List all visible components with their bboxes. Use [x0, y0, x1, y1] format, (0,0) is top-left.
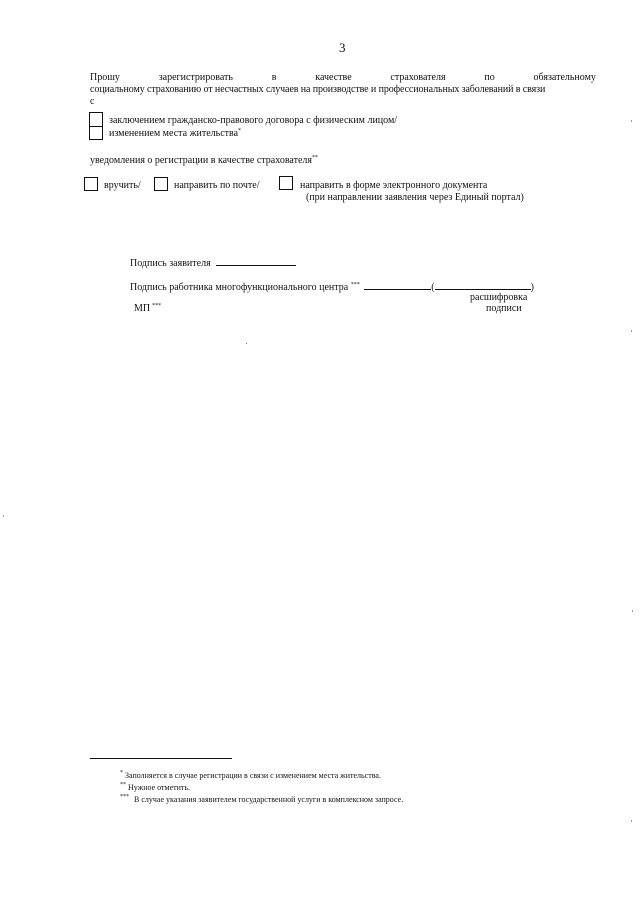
applicant-signature-label: Подпись заявителя	[130, 258, 211, 269]
scan-speck	[246, 343, 247, 344]
request-word: обязательному	[533, 72, 596, 83]
request-word: Прошу	[90, 72, 120, 83]
request-line-1	[90, 72, 596, 84]
footnote-mark: ***	[120, 794, 129, 800]
scan-edge-mark	[3, 515, 4, 517]
footnote-separator	[90, 758, 232, 759]
page-number: 3	[339, 40, 346, 55]
footnote-mark: **	[120, 782, 126, 788]
request-word: в	[271, 72, 277, 83]
applicant-signature-line[interactable]	[216, 255, 296, 266]
request-word: страхователя	[390, 72, 446, 83]
footnote-mark: **	[312, 155, 318, 161]
request-word: по	[484, 72, 495, 83]
stamp-label: МП ***	[134, 303, 162, 314]
close-paren: )	[530, 282, 534, 293]
deliver-label: вручить/	[104, 180, 141, 191]
worker-decoding-line[interactable]	[435, 279, 531, 290]
option-checkbox-contract[interactable]	[89, 112, 103, 127]
footnote-3	[120, 794, 403, 807]
footnote-mark: *	[238, 128, 242, 134]
option-checkbox-residence[interactable]	[89, 126, 103, 140]
decoding-caption-2: подписи	[486, 303, 522, 314]
mail-label: направить по почте/	[174, 180, 260, 191]
option-residence-label: изменением места жительства*	[109, 128, 242, 139]
decoding-caption-1: расшифровка	[470, 292, 528, 303]
worker-signature-label: Подпись работника многофункционального центра	[130, 282, 349, 293]
mail-checkbox[interactable]	[154, 177, 168, 191]
request-line-3: с	[90, 96, 95, 107]
worker-signature-line[interactable]	[364, 279, 431, 290]
open-paren: (	[431, 282, 435, 293]
request-line-2: социальному страхованию от несчастных случаев на производстве и профессиональных заболеваний в связи	[90, 84, 546, 95]
request-word: качестве	[315, 72, 352, 83]
scan-edge-mark	[631, 120, 632, 122]
notification-heading: уведомления о регистрации в качестве страхователя**	[90, 155, 318, 166]
scan-edge-mark	[631, 820, 632, 822]
footnote-mark: ***	[350, 282, 360, 288]
footnote-mark: *	[120, 770, 123, 776]
electronic-checkbox[interactable]	[279, 176, 293, 190]
electronic-label: направить в форме электронного документа	[300, 180, 488, 191]
footnote-mark: ***	[152, 303, 162, 309]
scan-edge-mark	[631, 330, 632, 332]
request-word: зарегистрировать	[158, 72, 233, 83]
electronic-note: (при направлении заявления через Единый портал)	[306, 192, 524, 203]
footnote-text: Заполняется в случае регистрации в связи с изменением места жительства.	[125, 771, 381, 780]
deliver-checkbox[interactable]	[84, 177, 98, 191]
scan-edge-mark	[632, 610, 633, 612]
option-contract-label: заключением гражданско-правового договора с физическим лицом/	[109, 115, 398, 126]
footnote-text: В случае указания заявителем государственной услуги в комплексном запросе.	[134, 795, 404, 804]
applicant-signature-row	[130, 255, 296, 270]
footnote-text: Нужное отметить.	[128, 783, 191, 792]
